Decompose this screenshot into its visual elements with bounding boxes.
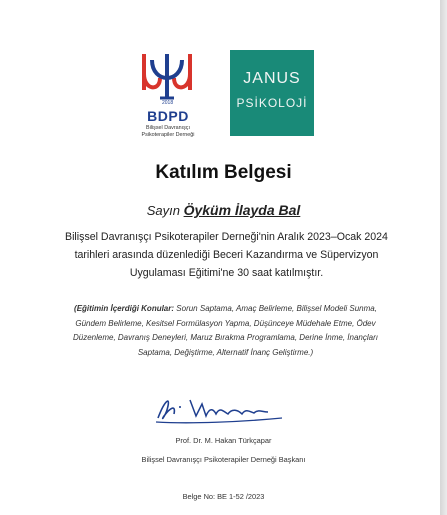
signature (150, 392, 290, 428)
salutation: Sayın (146, 203, 180, 218)
bdpd-name: BDPD (147, 108, 189, 124)
janus-title: JANUS (243, 70, 301, 87)
signer-role: Bilişsel Davranışçı Psikoterapiler Derneği Başkanı (141, 455, 306, 464)
janus-logo (230, 50, 314, 136)
bdpd-year: 2018 (162, 100, 174, 106)
bdpd-subtitle-line2: Psikoterapiler Derneği (141, 132, 195, 138)
signer-name: Prof. Dr. M. Hakan Türkçapar (175, 436, 272, 445)
bdpd-emblem-icon (134, 50, 200, 106)
topics-list: Sorun Saptama, Amaç Belirleme, Bilişsel Modeli Sunma, Gündem Belirleme, Kesitsel Formülasyon Yapma, Düşünceye Müdehale Etme, Ödev Düzenleme, Davranış Deneyleri, Maruz Bırakma Programlama, Derine İnme, İnançları Saptama, Değiştirme, Alternatif İnanç Geliştirme.) (72, 304, 378, 357)
janus-subtitle: PSİKOLOJİ (236, 96, 308, 110)
recipient-name: Öyküm İlayda Bal (183, 202, 301, 218)
topics-label: (Eğitimin İçerdiği Konular: (74, 304, 175, 313)
document-number: Belge No: BE 1-52 /2023 (182, 492, 265, 501)
certificate-title: Katılım Belgesi (155, 162, 292, 183)
bdpd-subtitle-line1: Bilişsel Davranışçı (145, 125, 191, 131)
training-topics (58, 302, 393, 360)
bdpd-subtitle (134, 125, 202, 139)
certificate-body: Bilişsel Davranışçı Psikoterapiler Derneği'nin Aralık 2023–Ocak 2024 tarihleri arasında düzenlediği Beceri Kazandırma ve Süpervizyon Uygulaması Eğitimi'ne 30 saat katılmıştır. (65, 231, 388, 279)
bdpd-logo (134, 50, 200, 142)
recipient-line (0, 202, 447, 218)
